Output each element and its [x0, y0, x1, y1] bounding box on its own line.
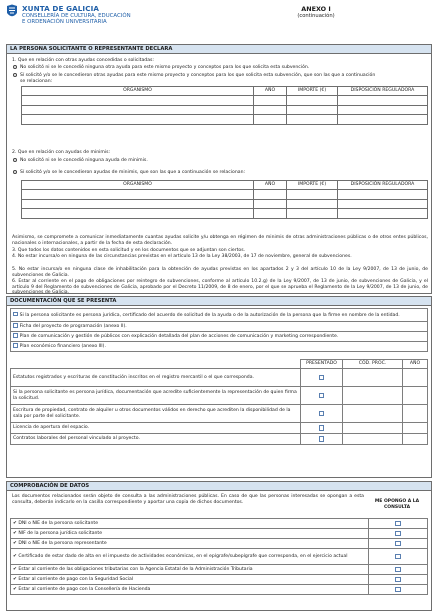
declaration-section — [6, 44, 432, 294]
table-row — [11, 405, 428, 423]
q2-yes-minimis-label: Sí solicitó y/o se le concedieron ayudas de minimis, que son las que a continuación se relacionan: — [20, 170, 246, 175]
table-row — [11, 342, 428, 352]
q2-yes-minimis-radio[interactable] — [13, 170, 17, 174]
cod-proc-cell[interactable] — [343, 387, 403, 405]
cod-proc-cell[interactable] — [343, 434, 403, 445]
organization-name — [22, 4, 212, 26]
table-row — [11, 565, 428, 575]
verification-item-label: DNI o NIE de la persona representante — [18, 540, 107, 546]
check-icon: ✔ — [13, 553, 17, 559]
year-cell[interactable] — [403, 405, 428, 423]
doc-checkbox[interactable] — [13, 343, 18, 348]
year-cell[interactable] — [403, 434, 428, 445]
cod-proc-cell[interactable] — [343, 423, 403, 434]
doc-checkbox[interactable] — [13, 333, 18, 338]
other-aids-table — [21, 86, 428, 125]
page-header — [6, 4, 432, 44]
doc-item-label: Licencia de apertura del espacio. — [11, 423, 301, 434]
declaration-4: 4. No estar incursa/o en ninguna de las circunstancias previstas en el artículo 13 de la Ley 38/2003, de 17 de noviembre, general de subvenciones. — [12, 254, 352, 259]
table-row[interactable] — [22, 199, 428, 209]
question-1: 1. Que en relación con otras ayudas concedidas o solicitadas: — [12, 58, 154, 63]
documentation-section — [6, 296, 432, 478]
presented-checkbox[interactable] — [319, 393, 325, 399]
col-cod-proc: CÓD. PROC. — [343, 360, 403, 369]
col-me-opongo: ME OPONGO A LA CONSULTA — [374, 499, 420, 510]
declaration-6: 6. Estar al corriente en el pago de obligaciones por reintegro de subvenciones, conforme al artículo 10.2.g) de la Ley 9/2007, de 13 de junio, de subvenciones de Galicia, y el artículo 9 del Reglamento de subvenciones de Galicia, aprobado por el Decreto 11/2009, de 8 de enero, por el que se aprueba el Reglamento de la Ley 9/2007, de 13 de junio, de subvenciones de Galicia. — [12, 279, 428, 296]
table-row — [11, 519, 428, 529]
documentation-list-2 — [10, 359, 428, 445]
q2-no-minimis-label: No solicitó ni se le concedió ninguna ayuda de minimis. — [20, 158, 148, 163]
question-2: 2. Que en relación con ayudas de minimis: — [12, 150, 111, 155]
doc-item-label: Si la persona solicitante es persona jurídica, certificado del acuerdo de solicitud de la ayuda o de la autorización de la persona que la firme en nombre de la entidad. — [19, 312, 400, 318]
doc-item-label: Contratos laborales del personal vinculado al proyecto. — [11, 434, 301, 445]
doc-item-label: Estatutos registrados y escrituras de constitución inscritos en el registro mercantil o el que corresponda. — [11, 369, 301, 387]
cod-proc-cell[interactable] — [343, 405, 403, 423]
documentation-list-1 — [10, 308, 428, 352]
verification-item-label: Estar al corriente de las obligaciones tributarias con la Agencia Estatal de la Administración Tributaria — [18, 566, 253, 572]
col-importe: IMPORTE (€) — [287, 87, 338, 96]
check-icon: ✔ — [13, 566, 17, 572]
doc-item-label: Si la persona solicitante es persona jurídica, documentación que acredite suficientemente la representación de quien firma la solicitud. — [11, 387, 301, 405]
check-icon: ✔ — [13, 520, 17, 526]
oppose-checkbox[interactable] — [395, 531, 401, 537]
annex-title: ANEXO I — [301, 5, 331, 13]
documentation-section-title: DOCUMENTACIÓN QUE SE PRESENTA — [7, 297, 431, 306]
table-row[interactable] — [22, 105, 428, 115]
oppose-checkbox[interactable] — [395, 554, 401, 560]
year-cell[interactable] — [403, 423, 428, 434]
declaration-section-title: LA PERSONA SOLICITANTE O REPRESENTANTE DECLARA — [7, 45, 431, 54]
doc-item-label: Ficha del proyecto de programación (anexo II). — [19, 324, 127, 330]
check-icon: ✔ — [13, 530, 17, 536]
verification-list — [10, 518, 428, 595]
annex-subtitle: (continuación) — [297, 13, 335, 19]
declaration-5: 5. No estar incursa/o en ninguna clase de inhabilitación para la obtención de ayudas previstas en los apartados 2 y 3 del artículo 10 de la Ley 9/2007, de 13 de junio, de subvenciones de Galicia. — [12, 267, 428, 278]
doc-item-label: Plan de comunicación y gestión de públicos con explicación detallada del plan de acciones de comunicación y marketing correspondiente. — [19, 334, 339, 340]
doc-checkbox[interactable] — [13, 323, 18, 328]
table-row — [11, 369, 428, 387]
col-disposicion: DISPOSICIÓN REGULADORA — [338, 87, 428, 96]
table-row — [11, 539, 428, 549]
table-row[interactable] — [22, 209, 428, 219]
data-verification-section-title: COMPROBACIÓN DE DATOS — [7, 482, 431, 491]
table-row — [11, 322, 428, 332]
verification-item-label: Estar al corriente de pago con la Consellería de Hacienda — [18, 586, 151, 592]
q1-yes-aid-radio[interactable] — [13, 73, 17, 77]
table-row — [11, 585, 428, 595]
presented-checkbox[interactable] — [319, 436, 325, 442]
col-ano: AÑO — [254, 181, 287, 190]
table-row — [11, 575, 428, 585]
presented-checkbox[interactable] — [319, 411, 325, 417]
col-disposicion: DISPOSICIÓN REGULADORA — [338, 181, 428, 190]
org-title: XUNTA DE GALICIA — [22, 4, 100, 13]
year-cell[interactable] — [403, 369, 428, 387]
table-row[interactable] — [22, 115, 428, 125]
q1-no-aid-radio[interactable] — [13, 65, 17, 69]
declaration-3: 3. Que todos los datos contenidos en esta solicitud y en los documentos que se adjuntan son ciertos. — [12, 248, 246, 253]
org-department-line2: E ORDENACIÓN UNIVERSITARIA — [22, 19, 107, 26]
oppose-checkbox[interactable] — [395, 587, 401, 593]
verification-item-label: DNI o NIE de la persona solicitante — [18, 520, 99, 526]
q2-no-minimis-radio[interactable] — [13, 158, 17, 162]
q1-yes-aid-label-2: se relacionan: — [20, 79, 53, 84]
col-presentado: PRESENTADO — [301, 360, 343, 369]
doc-checkbox[interactable] — [13, 312, 18, 317]
minimis-aids-table — [21, 180, 428, 219]
xunta-logo-icon — [6, 4, 18, 20]
col-ano: AÑO — [403, 360, 428, 369]
col-importe: IMPORTE (€) — [287, 181, 338, 190]
doc-item-label: Escritura de propiedad, contrato de alquiler u otros documentos válidos en derecho que acrediten la disponibilidad de la sala por parte del solicitante. — [11, 405, 301, 423]
oppose-checkbox[interactable] — [395, 521, 401, 527]
table-row — [11, 434, 428, 445]
col-organismo: ORGANISMO — [22, 181, 254, 190]
table-row[interactable] — [22, 96, 428, 106]
table-row — [11, 309, 428, 322]
q1-no-aid-label: No solicitó ni se le concedió ninguna otra ayuda para este mismo proyecto y conceptos para los que solicita esta subvención. — [20, 65, 310, 70]
verification-item-label: NIF de la persona jurídica solicitante — [18, 530, 103, 536]
verification-intro: Los documentos relacionados serán objeto de consulta a las administraciones públicas. En caso de que las personas interesadas se opongan a esta consulta, deberán indicarlo en la casilla correspondiente y aportar una copia de dichos documentos. — [12, 494, 364, 505]
check-icon: ✔ — [13, 576, 17, 582]
oppose-checkbox[interactable] — [395, 541, 401, 547]
annex-label — [286, 5, 346, 19]
col-organismo: ORGANISMO — [22, 87, 254, 96]
cod-proc-cell[interactable] — [343, 369, 403, 387]
table-row[interactable] — [22, 190, 428, 200]
table-row — [11, 549, 428, 565]
data-verification-section — [6, 481, 432, 611]
table-row — [11, 332, 428, 342]
oppose-checkbox[interactable] — [395, 577, 401, 583]
doc-item-label: Plan económico financiero (anexo III). — [19, 344, 106, 350]
presented-checkbox[interactable] — [319, 425, 325, 431]
table-row — [11, 387, 428, 405]
col-ano: AÑO — [254, 87, 287, 96]
presented-checkbox[interactable] — [319, 375, 325, 381]
verification-item-label: Estar al corriente de pago con la Seguridad Social — [18, 576, 134, 582]
check-icon: ✔ — [13, 586, 17, 592]
q1-yes-aid-label-1: Sí solicitó y/o se le concedieron otras ayudas para este mismo proyecto y conceptos para los que solicita esta subvención, que son las que a continuación — [20, 73, 376, 78]
oppose-checkbox[interactable] — [395, 567, 401, 573]
check-icon: ✔ — [13, 540, 17, 546]
commitment-paragraph: Asimismo, se compromete a comunicar inmediatamente cuantas ayudas solicite y/u obtenga en régimen de minimis de otras administraciones públicas o de otros entes públicos, nacionales o internacionales, a partir de la fecha de esta declaración. — [12, 235, 428, 246]
table-row — [11, 529, 428, 539]
year-cell[interactable] — [403, 387, 428, 405]
table-row — [11, 423, 428, 434]
org-department-line1: CONSELLERÍA DE CULTURA, EDUCACIÓN — [22, 13, 131, 19]
verification-item-label: Certificado de estar dado de alta en el impuesto de actividades económicas, en el epígrafe/subepígrafe que corresponda, en el ejercicio actual — [18, 553, 348, 559]
